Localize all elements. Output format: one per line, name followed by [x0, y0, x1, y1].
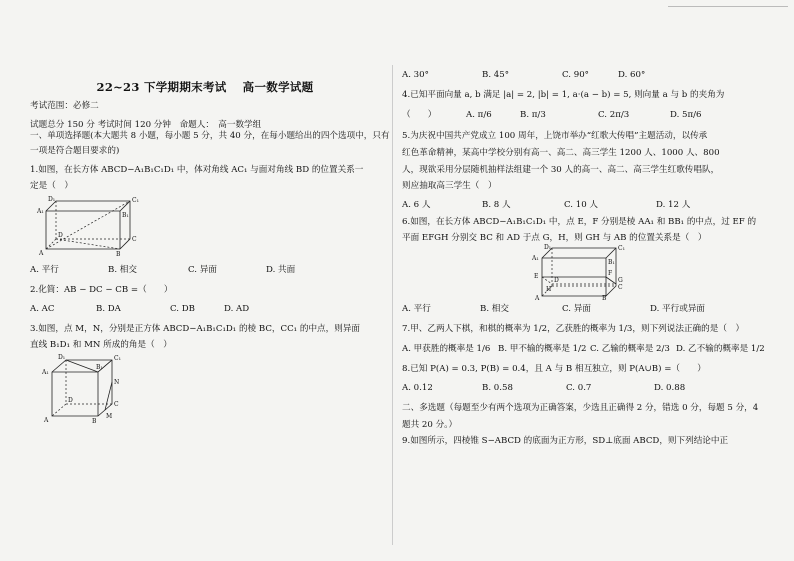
q2-option-d[interactable]: D. AD — [224, 304, 250, 315]
column-divider — [392, 65, 393, 545]
q3-label-c: C — [114, 401, 119, 409]
q3-label-a: A — [44, 417, 49, 425]
q6-line2: 平面 EFGH 分别交 BC 和 AD 于点 G，H，则 GH 与 AB 的位置关系是（ ） — [402, 232, 707, 243]
q3-stem-line2: 直线 B₁D₁ 和 MN 所成的角是（ ） — [30, 339, 172, 350]
q7-option-c[interactable]: C. 乙输的概率是 2/3 — [590, 343, 670, 354]
q4-option-c[interactable]: C. 2π/3 — [598, 110, 630, 121]
q2-options — [30, 304, 380, 315]
q4-stem: 4.已知平面向量 a, b 满足 |a| = 2, |b| = 1, a·(a − b) = 5, 则向量 a 与 b 的夹角为 — [402, 89, 725, 100]
q1-option-b[interactable]: B. 相交 — [108, 264, 137, 275]
q4-options — [402, 110, 774, 121]
q2-option-c[interactable]: C. DB — [170, 304, 195, 315]
q1-option-a[interactable]: A. 平行 — [30, 264, 59, 275]
q1-label-d1: D₁ — [48, 195, 56, 203]
q6-label-h: H — [546, 286, 552, 294]
q1-label-b1: B₁ — [122, 211, 129, 219]
q1-stem-line1: 1.如图，在长方体 ABCD−A₁B₁C₁D₁ 中，体对角线 AC₁ 与面对角线 BD 的位置关系一 — [30, 165, 364, 176]
q1-label-d: D — [58, 231, 63, 239]
q9-stem: 9.如图所示，四棱锥 S−ABCD 的底面为正方形，SD⊥底面 ABCD，则下列结论中正 — [402, 436, 729, 447]
q1-option-d[interactable]: D. 共面 — [266, 264, 296, 275]
right-column — [402, 70, 774, 447]
q6-option-d[interactable]: D. 平行或异面 — [650, 304, 706, 315]
q4-option-a[interactable]: A. π/6 — [466, 110, 492, 121]
q3-label-d: D — [68, 397, 73, 405]
section2-heading-cont: 题共 20 分。） — [402, 419, 458, 430]
q5-line3: 人，现欲采用分层随机抽样法组建一个 30 人的高一、高二、高三学生红歌传唱队， — [402, 164, 720, 175]
q6-label-c: C — [618, 284, 623, 292]
left-column — [30, 76, 390, 425]
q3-option-a[interactable]: A. 30° — [402, 70, 429, 80]
q5-option-c[interactable]: C. 10 人 — [564, 200, 598, 211]
q7-options — [402, 344, 774, 355]
q2-stem: 2.化简：AB − DC − CB =（ ） — [30, 284, 173, 295]
q4-option-b[interactable]: B. π/3 — [520, 110, 546, 121]
section1-heading: 一、单项选择题(本大题共 8 小题，每小题 5 分，共 40 分，在每小题给出的四个选项中，只有 — [30, 130, 390, 141]
q8-stem: 8.已知 P(A) = 0.3, P(B) = 0.4，且 A 与 B 相互独立，则 P(A∪B) =（ ） — [402, 363, 706, 374]
q2-option-b[interactable]: B. DA — [96, 304, 121, 315]
q6-label-d1: D₁ — [544, 244, 552, 252]
q3-label-b1: B₁ — [96, 364, 103, 372]
q6-options — [402, 304, 774, 315]
q1-options — [30, 265, 380, 276]
q8-option-c[interactable]: C. 0.7 — [566, 383, 592, 394]
q5-line4: 则应抽取高三学生（ ） — [402, 181, 497, 192]
exam-scope: 考试范围：必修二 — [30, 101, 99, 112]
q7-option-a[interactable]: A. 甲获胜的概率是 1/6 — [402, 343, 491, 354]
q6-label-g: G — [618, 277, 623, 285]
q5-option-d[interactable]: D. 12 人 — [656, 200, 691, 211]
q5-options — [402, 200, 774, 211]
q7-option-d[interactable]: D. 乙不输的概率是 1/2 — [676, 343, 765, 354]
q3-option-b[interactable]: B. 45° — [482, 70, 510, 80]
q1-cuboid-figure — [34, 195, 154, 257]
q5-line2: 红色革命精神，某高中学校分别有高一、高二、高三学生 1200 人、1000 人、800 — [402, 147, 720, 158]
q3-label-c1: C₁ — [114, 355, 121, 363]
q1-label-c1: C₁ — [132, 196, 139, 204]
q1-label-b: B — [116, 250, 121, 257]
q6-label-b1: B₁ — [608, 259, 615, 267]
q3-option-d[interactable]: D. 60° — [618, 70, 646, 80]
q1-label-a1: A₁ — [37, 207, 44, 215]
q8-option-b[interactable]: B. 0.58 — [482, 383, 513, 394]
exam-info: 试题总分 150 分 考试时间 120 分钟 命题人： 高一数学组 — [30, 120, 262, 131]
q6-label-c1: C₁ — [618, 245, 625, 253]
q3-label-d1: D₁ — [58, 354, 66, 362]
q6-label-e: E — [534, 273, 539, 281]
q6-option-a[interactable]: A. 平行 — [402, 304, 431, 315]
q8-options — [402, 383, 774, 394]
q1-label-c: C — [132, 235, 137, 243]
q3-label-n: N — [114, 379, 120, 387]
scan-edge-line — [668, 6, 788, 7]
q2-option-a[interactable]: A. AC — [30, 304, 55, 315]
section1-heading-cont: 一项是符合题目要求的) — [30, 145, 120, 156]
exam-title: 22~23 下学期期末考试 高一数学试题 — [96, 80, 314, 94]
q1-label-a: A — [39, 249, 44, 257]
q3-label-a1: A₁ — [42, 369, 49, 377]
q6-option-b[interactable]: B. 相交 — [480, 304, 509, 315]
q4-bracket: （ ） — [402, 110, 437, 121]
q5-option-a[interactable]: A. 6 人 — [402, 200, 431, 211]
q3-label-b: B — [92, 418, 97, 425]
q6-option-c[interactable]: C. 异面 — [562, 304, 591, 315]
q8-option-d[interactable]: D. 0.88 — [654, 383, 686, 394]
q5-line1: 5.为庆祝中国共产党成立 100 周年，上饶市举办“红歌大传唱”主题活动，以传承 — [402, 131, 708, 142]
q6-label-a1: A₁ — [532, 255, 539, 263]
q5-option-b[interactable]: B. 8 人 — [482, 200, 511, 211]
q6-label-a: A — [535, 295, 540, 301]
q3-cube-figure — [40, 352, 140, 424]
q7-stem: 7.甲、乙两人下棋，和棋的概率为 1/2，乙获胜的概率为 1/3，则下列说法正确的是（ ） — [402, 324, 745, 335]
q8-option-a[interactable]: A. 0.12 — [402, 383, 433, 394]
q1-stem-line2: 定是（ ） — [30, 181, 73, 192]
q6-label-f: F — [608, 270, 613, 278]
q3-stem-line1: 3.如图，点 M，N，分别是正方体 ABCD−A₁B₁C₁D₁ 的棱 BC，CC₁ 的中点，则异面 — [30, 323, 361, 334]
q4-option-d[interactable]: D. 5π/6 — [670, 110, 702, 121]
q3-label-m: M — [106, 413, 113, 421]
q3-option-c[interactable]: C. 90° — [562, 70, 589, 80]
q6-line1: 6.如图，在长方体 ABCD−A₁B₁C₁D₁ 中，点 E，F 分别是棱 AA₁ 和 BB₁ 的中点，过 EF 的 — [402, 216, 757, 227]
q1-option-c[interactable]: C. 异面 — [188, 264, 217, 275]
q6-label-b: B — [602, 295, 607, 301]
q6-label-d: D — [554, 277, 559, 285]
q3-options — [402, 70, 774, 81]
q6-cuboid-figure — [530, 244, 630, 300]
q7-option-b[interactable]: B. 甲不输的概率是 1/2 — [498, 343, 587, 354]
section2-heading: 二、多选题（每题至少有两个选项为正确答案，少选且正确得 2 分，错选 0 分，每题 5 分，4 — [402, 403, 759, 414]
